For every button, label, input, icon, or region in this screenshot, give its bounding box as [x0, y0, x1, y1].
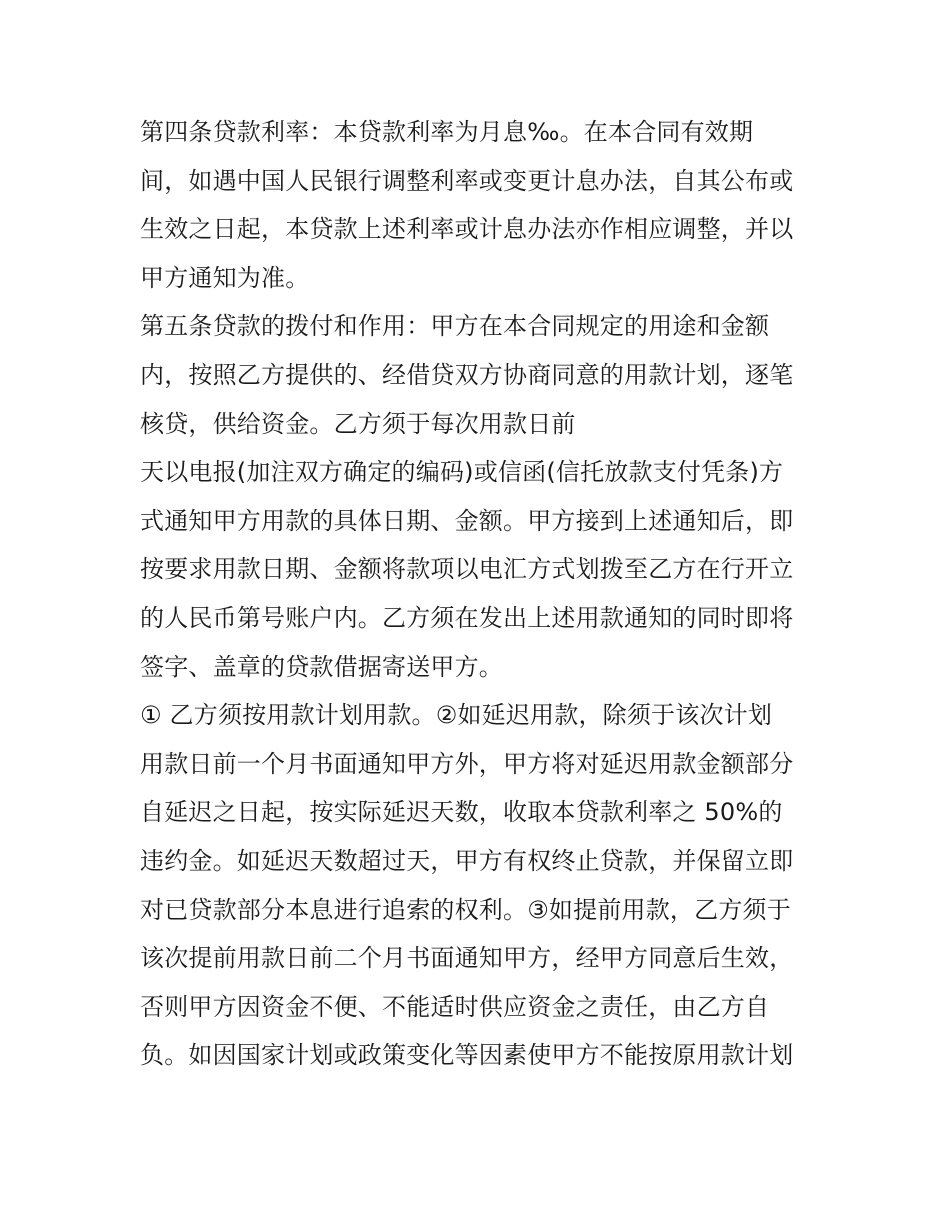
text-line: 式通知甲方用款的具体日期、金额。甲方接到上述通知后，即 [140, 506, 794, 535]
text-line: 甲方通知为准。 [140, 263, 310, 292]
text-line: 内，按照乙方提供的、经借贷双方协商同意的用款计划，逐笔 [140, 360, 794, 389]
text-line: 签字、盖章的贷款借据寄送甲方。 [140, 652, 503, 681]
text-line: 第四条贷款利率：本贷款利率为月息‰。在本合同有效期 [140, 118, 754, 146]
contract-body-text [140, 108, 820, 1080]
text-line: 用款日前一个月书面通知甲方外，甲方将对延迟用款金额部分 [140, 749, 794, 778]
text-line: 间，如遇中国人民银行调整利率或变更计息办法，自其公布或 [140, 166, 794, 195]
text-line: 核贷，供给资金。乙方须于每次用款日前 [140, 409, 576, 438]
text-line: 负。如因国家计划或政策变化等因素使甲方不能按原用款计划 [140, 1041, 794, 1070]
text-line: 否则甲方因资金不便、不能适时供应资金之责任，由乙方自 [140, 992, 770, 1021]
text-line: 违约金。如延迟天数超过天，甲方有权终止贷款，并保留立即 [140, 846, 794, 875]
text-line: 天以电报(加注双方确定的编码)或信函(信托放款支付凭条)方 [140, 458, 784, 487]
text-line: 对已贷款部分本息进行追索的权利。③如提前用款，乙方须于 [140, 895, 791, 924]
text-line: 自延迟之日起，按实际延迟天数，收取本贷款利率之 50%的 [140, 798, 783, 827]
text-line: 生效之日起，本贷款上述利率或计息办法亦作相应调整，并以 [140, 215, 794, 244]
text-line: 该次提前用款日前二个月书面通知甲方，经甲方同意后生效， [140, 944, 794, 973]
text-line: 按要求用款日期、金额将款项以电汇方式划拨至乙方在行开立 [140, 555, 794, 584]
text-line: ① 乙方须按用款计划用款。②如延迟用款，除须于该次计划 [140, 701, 773, 730]
text-line: 第五条贷款的拨付和作用：甲方在本合同规定的用途和金额 [140, 312, 770, 341]
text-line: 的人民币第号账户内。乙方须在发出上述用款通知的同时即将 [140, 603, 794, 632]
